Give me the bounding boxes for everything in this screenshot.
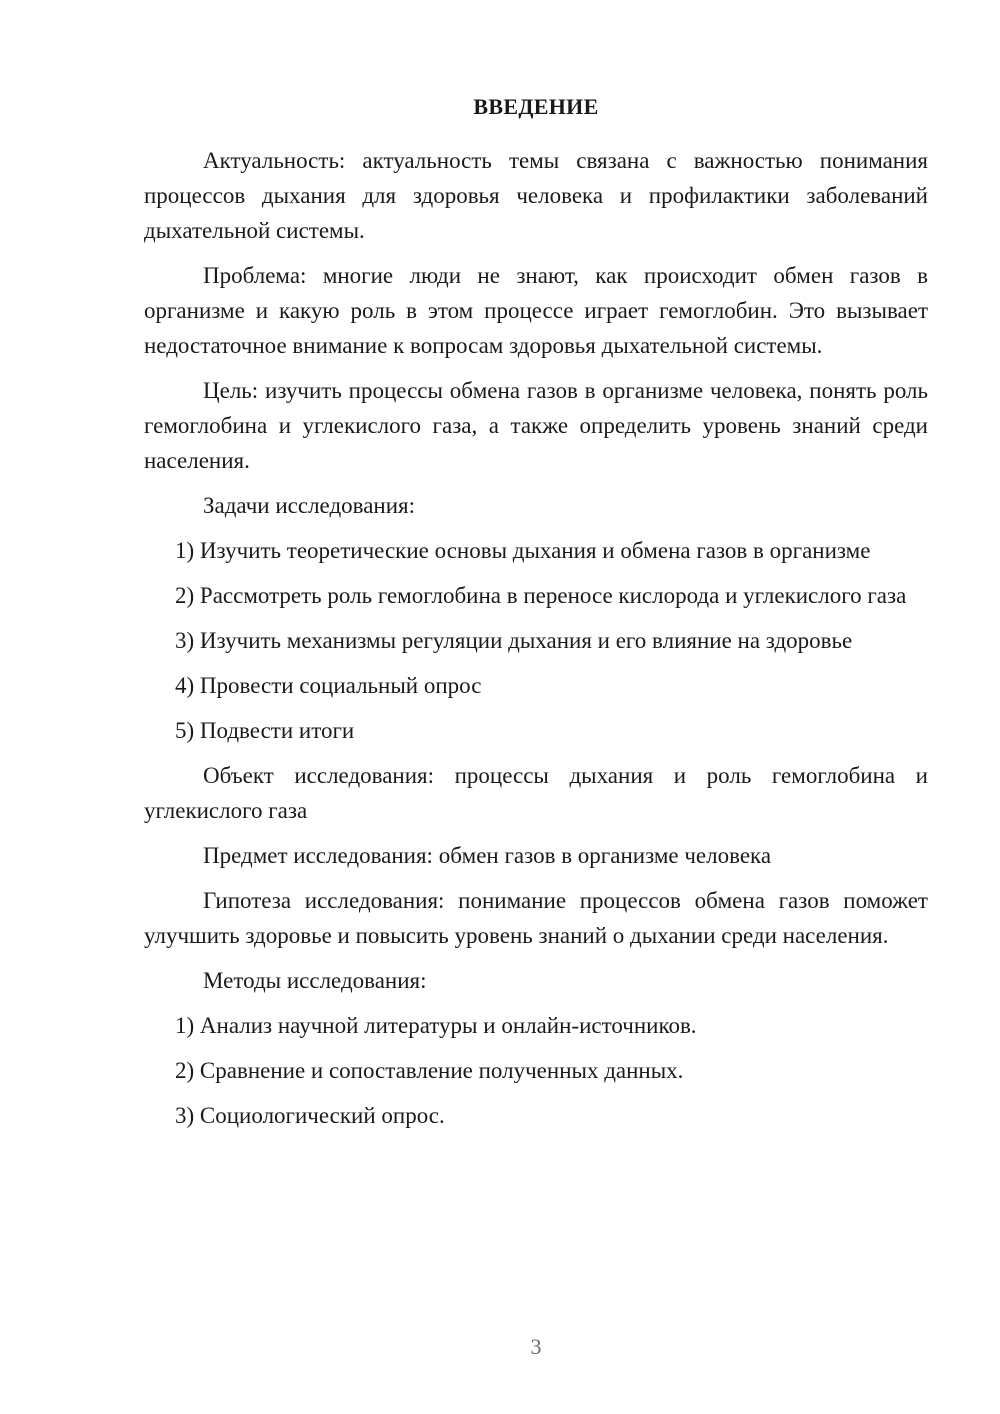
subject-paragraph: Предмет исследования: обмен газов в организме человека <box>203 843 772 868</box>
task-item-4: 4) Провести социальный опрос <box>175 673 482 698</box>
object-paragraph: Объект исследования: процессы дыхания и роль гемоглобина и углекислого газа <box>144 763 928 823</box>
method-item-1: 1) Анализ научной литературы и онлайн-источников. <box>175 1013 697 1038</box>
method-item-2: 2) Сравнение и сопоставление полученных данных. <box>175 1058 684 1083</box>
task-item-1: 1) Изучить теоретические основы дыхания и обмена газов в организме <box>175 538 871 563</box>
page-number: 3 <box>530 1334 542 1359</box>
method-item-3: 3) Социологический опрос. <box>175 1103 445 1128</box>
goal-paragraph: Цель: изучить процессы обмена газов в организме человека, понять роль гемоглобина и углекислого газа, а также определить уровень знаний среди населения. <box>144 378 928 473</box>
problem-paragraph: Проблема: многие люди не знают, как происходит обмен газов в организме и какую роль в этом процессе играет гемоглобин. Это вызывает недостаточное внимание к вопросам здоровья дыхательной системы. <box>144 263 928 358</box>
methods-heading: Методы исследования: <box>203 968 427 993</box>
document-body <box>144 143 928 1143</box>
tasks-heading: Задачи исследования: <box>203 493 416 518</box>
hypothesis-paragraph: Гипотеза исследования: понимание процессов обмена газов поможет улучшить здоровье и повысить уровень знаний о дыхании среди населения. <box>144 888 928 948</box>
task-item-2: 2) Рассмотреть роль гемоглобина в переносе кислорода и углекислого газа <box>175 583 907 608</box>
task-item-3: 3) Изучить механизмы регуляции дыхания и его влияние на здоровье <box>175 628 853 653</box>
relevance-paragraph: Актуальность: актуальность темы связана с важностью понимания процессов дыхания для здоровья человека и профилактики заболеваний дыхательной системы. <box>144 148 928 243</box>
section-heading: ВВЕДЕНИЕ <box>473 94 599 119</box>
task-item-5: 5) Подвести итоги <box>175 718 355 743</box>
